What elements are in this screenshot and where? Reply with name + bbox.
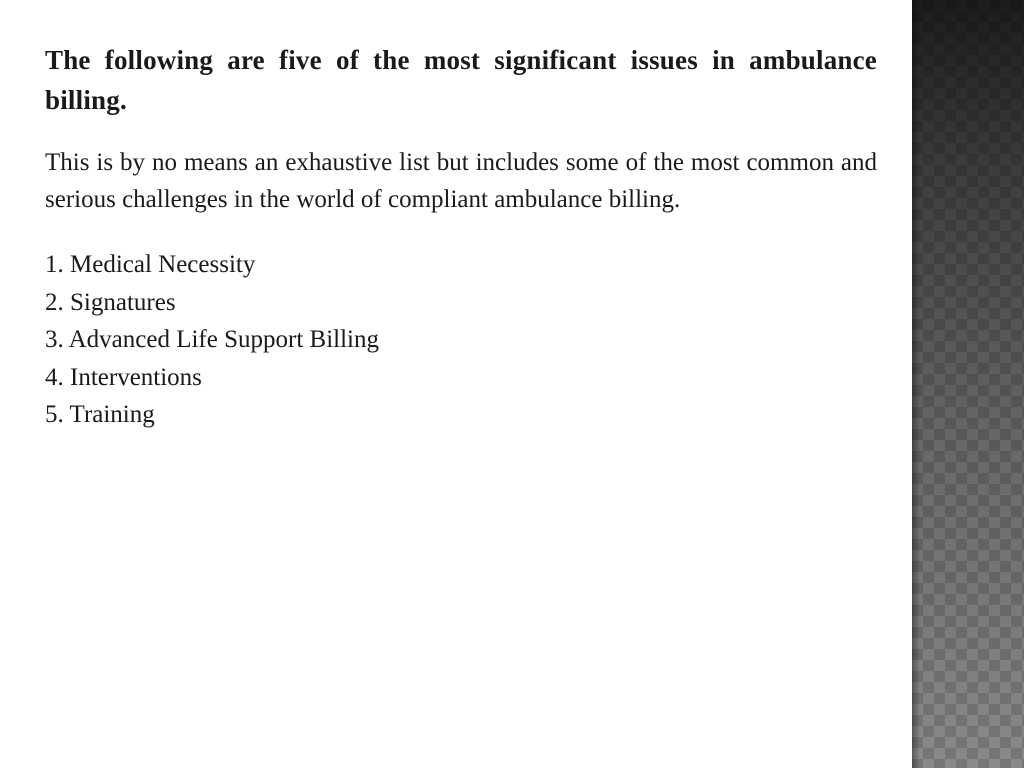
slide-paragraph: This is by no means an exhaustive list but includes some of the most common and serious challenges in the world of compliant ambulance billing.: [45, 149, 877, 213]
issue-item-signatures: 2. Signatures: [45, 288, 176, 316]
slide-heading: The following are five of the most significant issues in ambulance billing.: [45, 45, 877, 115]
decorative-sidebar: [912, 0, 1024, 768]
issue-item-medical-necessity: 1. Medical Necessity: [45, 251, 256, 278]
slide-content: [45, 40, 877, 434]
issue-list: [45, 246, 877, 434]
issue-item-training: 5. Training: [45, 401, 155, 428]
issue-item-als-billing: 3. Advanced Life Support Billing: [45, 326, 379, 353]
issue-item-interventions: 4. Interventions: [45, 363, 202, 391]
sidebar-shadow: [912, 0, 920, 768]
